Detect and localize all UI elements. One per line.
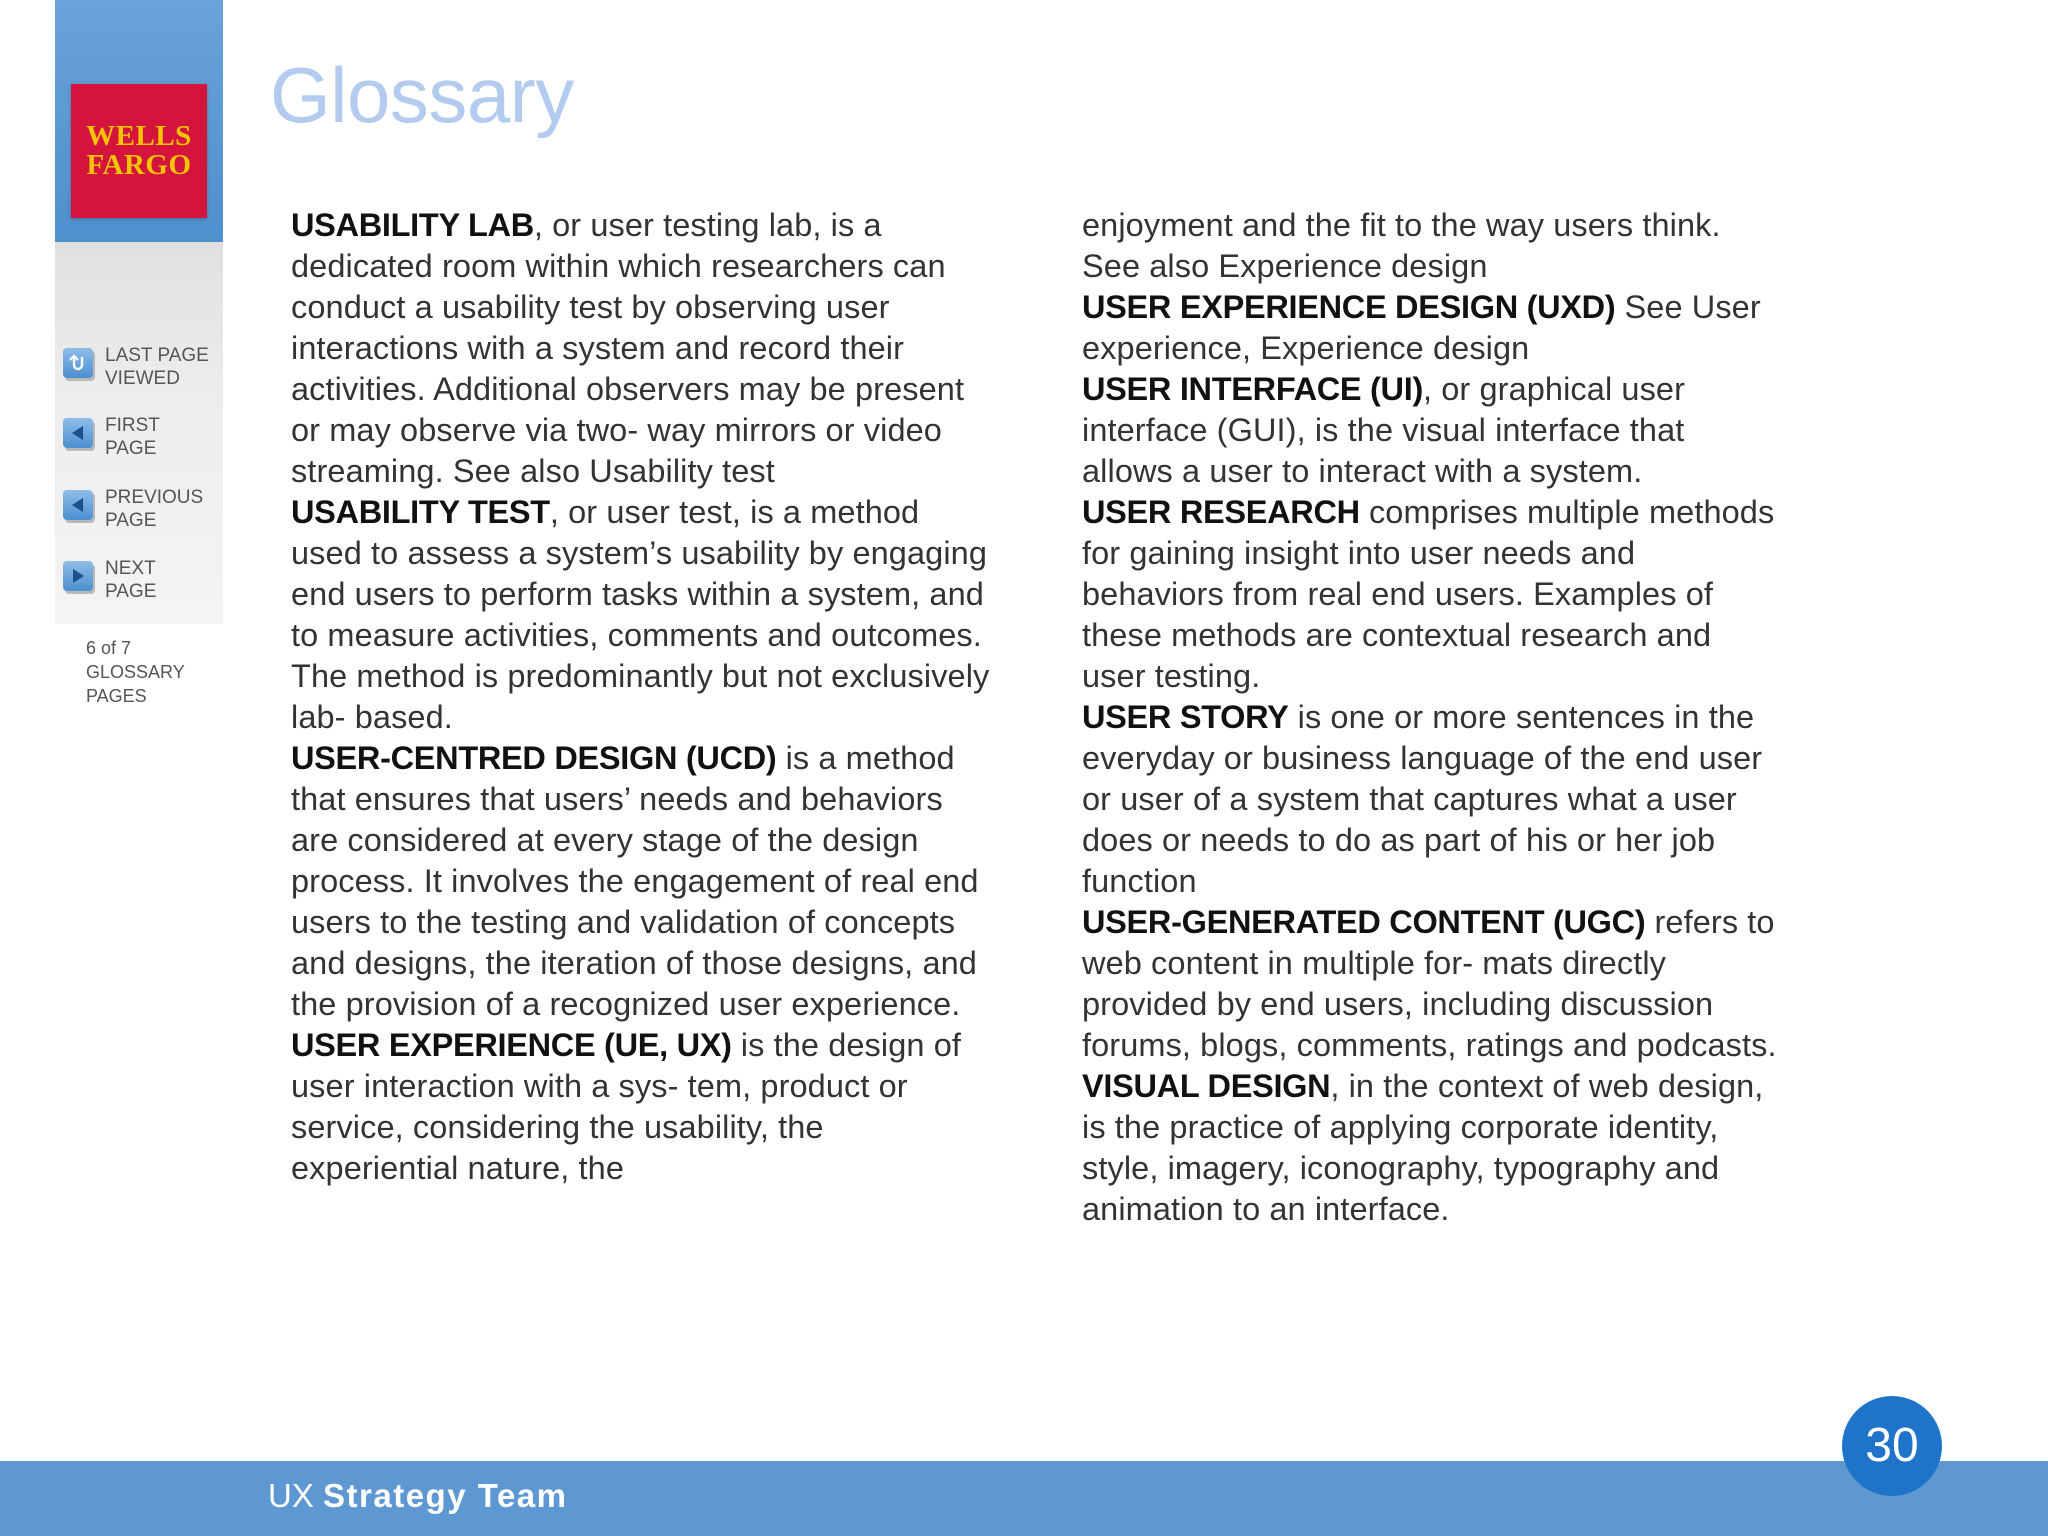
glossary-entry [291,738,991,1025]
logo-line-2: FARGO [86,149,192,181]
wells-fargo-logo [71,84,207,218]
glossary-term: VISUAL DESIGN [1082,1068,1331,1104]
arrow-left-icon [63,490,93,520]
footer-team-name [268,1474,568,1518]
nav-first-page-label: FIRST PAGE [105,415,160,459]
glossary-definition: is the design of user interaction with a sys- tem, product or service, considering the usability, the experiential nature, the [291,1027,962,1186]
glossary-entry [1082,1066,1782,1230]
glossary-entry [1082,287,1782,369]
glossary-term: USER EXPERIENCE DESIGN (UXD) [1082,289,1616,325]
glossary-definition: comprises multiple methods for gaining insight into user needs and behaviors from real end users. Examples of these methods are contextual research and user testing. [1082,494,1775,694]
glossary-definition: , in the context of web design, is the practice of applying corporate identity, style, imagery, iconography, typography and animation to an interface. [1082,1068,1764,1227]
glossary-definition: , or user test, is a method used to assess a system’s usability by engaging end users to perform tasks within a system, and to measure activities, comments and outcomes. The method is predominantly but not exclusively lab- based. [291,494,990,735]
footer-team-title: Strategy Team [323,1477,568,1514]
glossary-term: USABILITY LAB [291,207,534,243]
glossary-column-left [291,205,991,1189]
page-number-badge: 30 [1842,1396,1942,1496]
nav-previous-page[interactable] [63,486,225,532]
glossary-term: USER STORY [1082,699,1289,735]
return-icon [63,348,93,378]
glossary-entry [1082,369,1782,492]
glossary-definition: , or user testing lab, is a dedicated room within which researchers can conduct a usability test by observing user interactions with a system and record their activities. Additional observers may be present or may observe via two- way mirrors or video streaming. See also Usability test [291,207,965,489]
logo-line-1: WELLS [86,120,192,152]
page-title: Glossary [270,51,574,139]
glossary-entry [291,1025,991,1189]
arrow-right-icon [63,561,93,591]
nav-last-page-viewed-label: LAST PAGE VIEWED [105,345,209,389]
glossary-term: USER-CENTRED DESIGN (UCD) [291,740,777,776]
glossary-entry [291,205,991,492]
nav-next-page[interactable] [63,557,225,603]
glossary-continuation: enjoyment and the fit to the way users think. See also Experience design [1082,207,1721,284]
glossary-term: USER EXPERIENCE (UE, UX) [291,1027,732,1063]
nav-previous-page-label: PREVIOUS PAGE [105,487,204,531]
glossary-definition: is a method that ensures that users’ needs and behaviors are considered at every stage of the design process. It involves the engagement of real end users to the testing and validation of concepts and designs, the iteration of those designs, and the provision of a recognized user experience. [291,740,979,1022]
glossary-definition: See User experience, Experience design [1082,289,1761,366]
nav-first-page[interactable] [63,414,225,460]
glossary-term: USER INTERFACE (UI) [1082,371,1423,407]
glossary-column-right [1082,205,1782,1230]
glossary-entry [1082,492,1782,697]
footer-team-prefix: UX [268,1477,314,1514]
glossary-entry [1082,902,1782,1066]
glossary-term: USABILITY TEST [291,494,550,530]
nav-next-page-label: NEXT PAGE [105,558,157,602]
glossary-entry [1082,697,1782,902]
arrow-left-icon [63,418,93,448]
glossary-entry [291,492,991,738]
glossary-definition: refers to web content in multiple for- mats directly provided by end users, including discussion forums, blogs, comments, ratings and podcasts. [1082,904,1777,1063]
glossary-term: USER-GENERATED CONTENT (UGC) [1082,904,1646,940]
glossary-definition: , or graphical user interface (GUI), is the visual interface that allows a user to interact with a system. [1082,371,1686,489]
glossary-page-count: 6 of 7 GLOSSARY PAGES [86,638,185,706]
nav-last-page-viewed[interactable] [63,344,225,390]
glossary-definition: is one or more sentences in the everyday or business language of the end user or user of a system that captures what a user does or needs to do as part of his or her job function [1082,699,1763,899]
glossary-term: USER RESEARCH [1082,494,1360,530]
